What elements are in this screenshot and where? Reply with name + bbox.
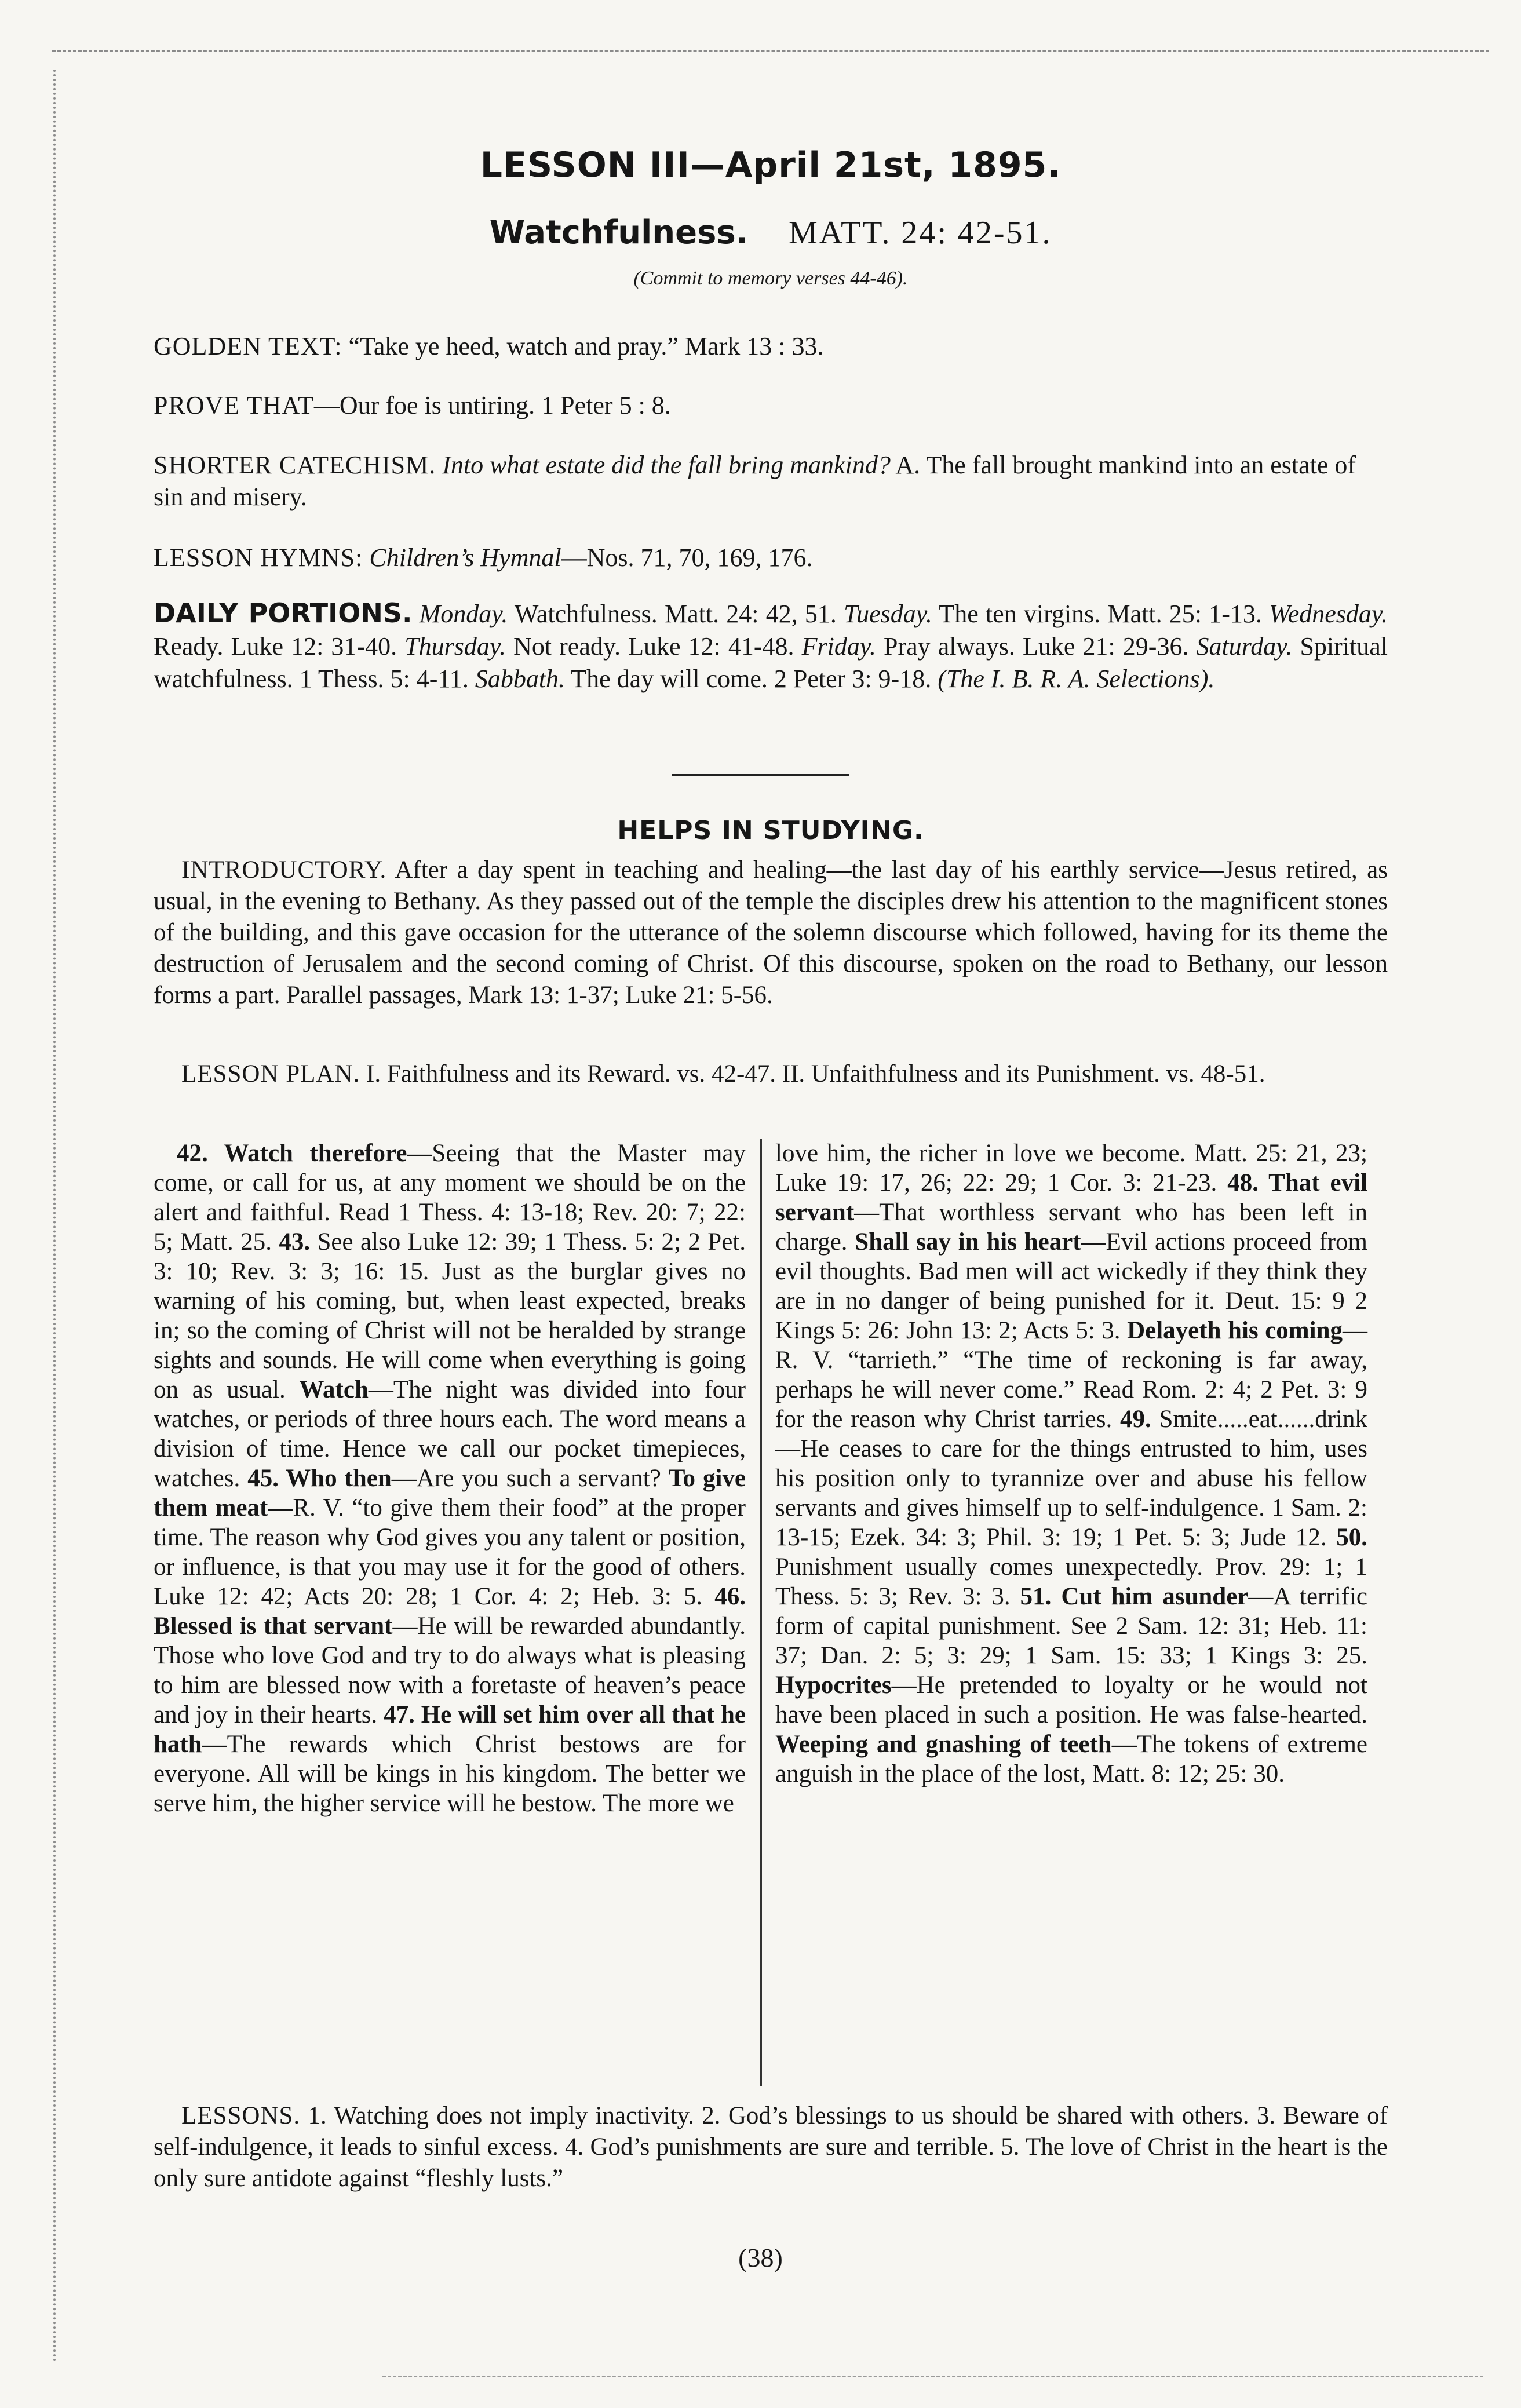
daily-portions	[154, 597, 1388, 695]
prove-that-label: PROVE THAT	[154, 391, 314, 419]
day-sabbath: Sabbath.	[475, 665, 566, 693]
day-saturday: Saturday.	[1196, 632, 1293, 661]
shall-say-heading: Shall say in his heart	[855, 1228, 1081, 1256]
shorter-catechism	[154, 449, 1388, 513]
commentary-left-column	[154, 1139, 746, 1818]
commentary-right-column	[775, 1139, 1367, 1789]
verse-48-text: —That worthless servant who has been left in charge.	[775, 1199, 1367, 1256]
lesson-heading: LESSON III—April 21st, 1895.	[480, 145, 1062, 185]
verse-51-text: —A terrific form of capital punishment. See 2 Sam. 12: 31; Heb. 11: 37; Dan. 2: 5; 3: 29; 1 Sam. 15: 33; 1 Kings 3: 25.	[775, 1583, 1367, 1669]
lesson-plan-text: I. Faithfulness and its Reward. vs. 42-47. II. Unfaithfulness and its Punishment. vs. 48-51.	[360, 1060, 1265, 1088]
hymns-book: Children’s Hymnal	[369, 543, 561, 572]
catechism-label: SHORTER CATECHISM.	[154, 451, 436, 479]
lesson-topic: Watchfulness.	[489, 214, 749, 251]
hymns-label: LESSON HYMNS:	[154, 543, 363, 572]
daily-saturday-text: Spiritual watchfulness. 1 Thess. 5: 4-11.	[154, 632, 1388, 693]
day-monday: Monday.	[419, 600, 508, 628]
daily-sabbath-text: The day will come. 2 Peter 3: 9-18.	[565, 665, 938, 693]
verse-49-number: 49.	[1119, 1406, 1151, 1433]
prove-that	[154, 389, 1388, 421]
hypocrites-heading: Hypocrites	[775, 1672, 892, 1699]
introductory-paragraph	[154, 855, 1388, 1011]
prove-that-body: —Our foe is untiring. 1 Peter 5 : 8.	[313, 391, 671, 419]
day-tuesday: Tuesday.	[844, 600, 932, 628]
verse-47-continued: love him, the richer in love we become. Matt. 25: 21, 23; Luke 19: 17, 26; 22: 29; 1 Cor. 3: 21-23.	[775, 1140, 1367, 1196]
daily-monday-text: Watchfulness. Matt. 24: 42, 51.	[508, 600, 844, 628]
daily-portions-label: DAILY PORTIONS.	[154, 597, 413, 629]
weeping-heading: Weeping and gnashing of teeth	[775, 1731, 1112, 1758]
top-edge-border	[52, 50, 1489, 52]
daily-wednesday-text: Ready. Luke 12: 31-40.	[154, 632, 405, 661]
column-divider	[760, 1139, 762, 2086]
shall-say-text: —Evil actions proceed from evil thoughts. Bad men will act wickedly if they think they are in no danger of being punished for it. Deut. 15: 9 2 Kings 5: 26: John 13: 2; Acts 5: 3.	[775, 1228, 1367, 1344]
meat-text: —R. V. “to give them their food” at the proper time. The reason why God gives you any talent or position, or influence, is that you may use it for the good of others. Luke 12: 42; Acts 20: 28; 1 Cor. 4: 2; Heb. 3: 5.	[154, 1494, 746, 1610]
verse-47-text: —The rewards which Christ bestows are for everyone. All will be kings in his kingdom. The better we serve him, the higher service will he bestow. The more we	[154, 1731, 746, 1817]
introductory-text: After a day spent in teaching and healing—the last day of his earthly service—Jesus retired, as usual, in the evening to Bethany. As they passed out of the temple the disciples drew his attention to the magnificent stones of the building, and this gave occasion for the utterance of the solemn discourse which followed, having for its theme the destruction of Jerusalem and the second coming of Christ. Of this discourse, spoken on the road to Bethany, our lesson forms a part. Parallel passages, Mark 13: 1-37; Luke 21: 5-56.	[154, 856, 1388, 1009]
lessons-paragraph	[154, 2100, 1388, 2194]
section-divider	[672, 774, 849, 776]
weeping-text: —The tokens of extreme anguish in the place of the lost, Matt. 8: 12; 25: 30.	[775, 1731, 1368, 1787]
lessons-label: LESSONS.	[181, 2102, 301, 2129]
verse-45-text: —Are you such a servant?	[391, 1465, 669, 1492]
delayeth-heading: Delayeth his coming	[1127, 1317, 1343, 1344]
page-number: (38)	[738, 2243, 783, 2272]
lessons-text: 1. Watching does not imply inactivity. 2. God’s blessings to us should be shared with others. 3. Beware of self-indulgence, it leads to sinful excess. 4. God’s punishments are sure and terrible. 5. The love of Christ in the heart is the only sure antidote against “fleshly lusts.”	[154, 2102, 1388, 2192]
verse-49-text: —He ceases to care for the things entrusted to him, uses his position only to tyrannize over and abuse his fellow servants and gives himself up to self-indulgence. 1 Sam. 2: 13-15; Ezek. 34: 3; Phil. 3: 19; 1 Pet. 5: 3; Jude 12.	[775, 1435, 1367, 1551]
ibra-selections: (The I. B. R. A. Selections).	[938, 665, 1215, 693]
verse-50-text: Punishment usually comes unexpectedly. Prov. 29: 1; 1 Thess. 5: 3; Rev. 3: 3.	[775, 1553, 1367, 1610]
verse-50-number: 50.	[1336, 1524, 1367, 1551]
lesson-plan	[154, 1059, 1388, 1090]
verse-42-heading: 42. Watch therefore	[177, 1140, 407, 1167]
bottom-edge-border	[382, 2376, 1483, 2377]
verse-49-heading: Smite.....eat......drink	[1151, 1406, 1367, 1433]
watch-text: —The night was divided into four watches, or periods of three hours each. The word means a division of time. Hence we call our pocket timepieces, watches.	[154, 1376, 746, 1492]
meat-heading: To give them meat	[154, 1465, 746, 1522]
golden-text-label: GOLDEN TEXT:	[154, 332, 342, 360]
day-thursday: Thursday.	[404, 632, 506, 661]
verse-42-text: —Seeing that the Master may come, or call for us, at any moment we should be on the alert and faithful. Read 1 Thess. 4: 13-18; Rev. 20: 7; 22: 5; Matt. 25.	[154, 1140, 746, 1256]
lesson-hymns	[154, 542, 1388, 574]
verse-46-heading: 46. Blessed is that servant	[154, 1583, 746, 1640]
lesson-plan-label: LESSON PLAN.	[181, 1060, 360, 1088]
verse-47-heading: 47. He will set him over all that he hath	[154, 1701, 746, 1758]
left-edge-border	[53, 70, 56, 2364]
hypocrites-text: —He pretended to loyalty or he would not have been placed in such a position. He was false-hearted.	[775, 1672, 1367, 1728]
memory-note: (Commit to memory verses 44-46).	[633, 268, 908, 289]
daily-thursday-text: Not ready. Luke 12: 41-48.	[505, 632, 802, 661]
day-wednesday: Wednesday.	[1269, 600, 1388, 628]
verse-45-heading: 45. Who then	[247, 1465, 392, 1492]
verse-46-text: —He will be rewarded abundantly. Those who love God and try to do always what is pleasing to him are blessed now with a foretaste of heaven’s peace and joy in their hearts.	[154, 1612, 746, 1728]
day-friday: Friday.	[801, 632, 876, 661]
verse-48-heading: 48. That evil servant	[775, 1169, 1367, 1226]
golden-text-body: “Take ye heed, watch and pray.” Mark 13 : 33.	[348, 332, 824, 360]
daily-friday-text: Pray always. Luke 21: 29-36.	[876, 632, 1197, 661]
verse-43-number: 43.	[279, 1228, 311, 1256]
helps-heading: HELPS IN STUDYING.	[617, 816, 924, 845]
introductory-label: INTRODUCTORY.	[181, 856, 387, 884]
verse-51-heading: 51. Cut him asunder	[1020, 1583, 1249, 1610]
scripture-reference: MATT. 24: 42-51.	[789, 215, 1052, 251]
hymns-numbers: —Nos. 71, 70, 169, 176.	[561, 543, 813, 572]
lesson-topic-line	[127, 211, 1414, 253]
catechism-answer: A. The fall brought mankind into an estate of sin and misery.	[154, 451, 1356, 511]
daily-tuesday-text: The ten virgins. Matt. 25: 1-13.	[932, 600, 1270, 628]
catechism-question: Into what estate did the fall bring mankind?	[442, 451, 891, 479]
watch-heading: Watch	[299, 1376, 369, 1403]
verse-43-text: See also Luke 12: 39; 1 Thess. 5: 2; 2 Pet. 3: 10; Rev. 3: 3; 16: 15. Just as the burglar gives no warning of his coming, but, when least expected, breaks in; so the coming of Christ will not be heralded by strange sights and sounds. He will come when everything is going on as usual.	[154, 1228, 746, 1403]
golden-text	[154, 330, 1388, 362]
delayeth-text: —R. V. “tarrieth.” “The time of reckoning is far away, perhaps he will never come.” Read Rom. 2: 4; 2 Pet. 3: 9 for the reason why Christ tarries.	[775, 1317, 1367, 1433]
